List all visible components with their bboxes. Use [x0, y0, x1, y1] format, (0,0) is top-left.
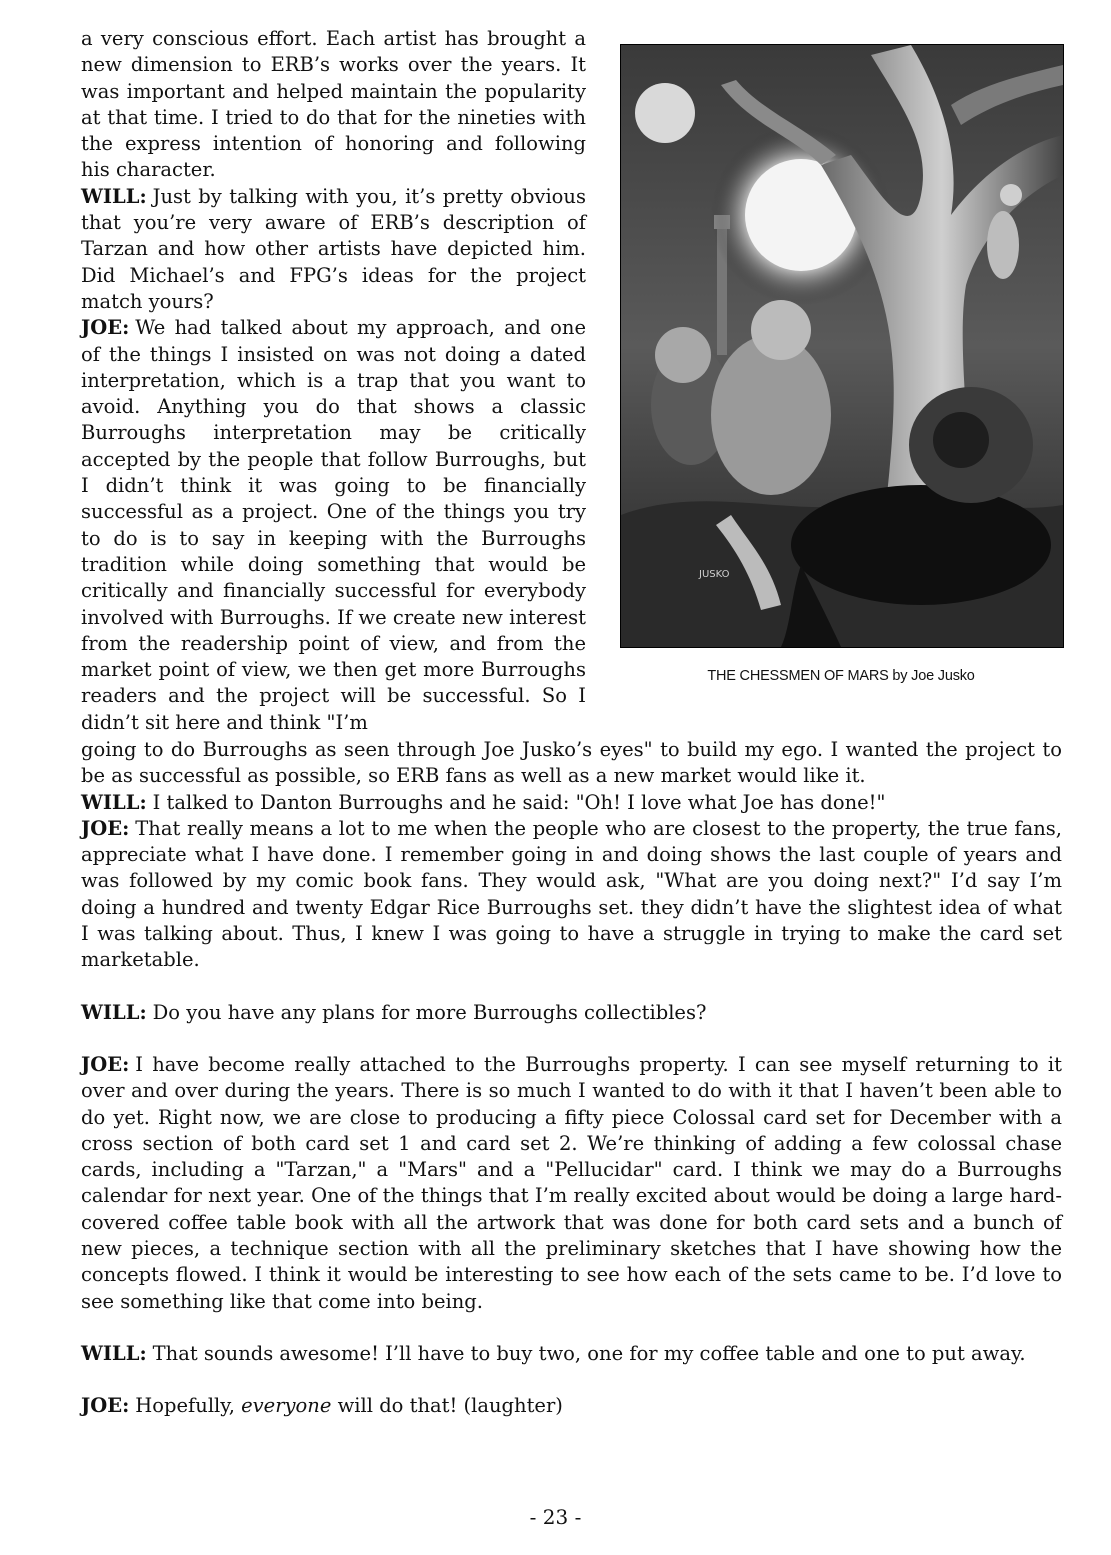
paragraph: WILL: I talked to Danton Burroughs and he said: "Oh! I love what Joe has done!": [81, 790, 886, 814]
paragraph: WILL: Just by talking with you, it’s pretty obvious that you’re very aware of ERB’s description of Tarzan and how other artists have depicted him. Did Michael’s and FPG’s ideas for the project match yours?: [81, 184, 586, 313]
paragraph: JOE: Hopefully, everyone will do that! (laughter): [81, 1394, 563, 1418]
paragraph: going to do Burroughs as seen through Joe Jusko’s eyes" to build my ego. I wanted the project to be as successful as possible, so ERB fans as well as a new market would like it.: [81, 738, 1062, 788]
paragraph: JOE: We had talked about my approach, and one of the things I insisted on was not doing a dated interpretation, which is a trap that you want to avoid. Anything you do that shows a classic Burroughs interpretation may be critically accepted by the people that follow Burroughs, but I didn’t think it was going to be financially successful as a project. One of the things you try to do is to say in keeping with the Burroughs tradition while doing something that would be critically and financially successful for everybody involved with Burroughs. If we create new interest from the readership point of view, and from the market point of view, we then get more Burroughs readers and the project will be successful. So I didn’t sit here and think "I’m: [81, 316, 586, 734]
figure-in-tree: [987, 211, 1019, 279]
artist-signature: JUSKO: [699, 569, 730, 580]
lion-foreground: [791, 485, 1051, 605]
paragraph: WILL: Do you have any plans for more Burroughs collectibles?: [81, 1000, 707, 1024]
paragraph: JOE: I have become really attached to the Burroughs property. I can see myself returning to it over and over during the years. There is so much I wanted to do with it that I haven’t been able to do yet. Right now, we are close to producing a fifty piece Colossal card set for December with a cross section of both card set 1 and card set 2. We’re thinking of adding a few colossal chase cards, including a "Tarzan," a "Mars" and a "Pellucidar" card. I think we may do a Burroughs calendar for next year. One of the things that I’m really excited about would be doing a large hard-covered coffee table book with all the artwork that was done for both card sets and a bunch of new pieces, a technique section with all the preliminary sketches that I have showing how the concepts flowed. I think it would be interesting to see how each of the sets came to be. I’d love to see something like that come into being.: [81, 1052, 1062, 1313]
speaker-label: JOE:: [81, 816, 130, 840]
creature-center: [711, 335, 831, 495]
column-text: [81, 26, 586, 736]
full-width-text: [81, 737, 1062, 1420]
speaker-label: WILL:: [81, 184, 147, 208]
speaker-label: WILL:: [81, 790, 147, 814]
paragraph: JOE: That really means a lot to me when the people who are closest to the property, the true fans, appreciate what I have done. I remember going in and doing shows the last couple of years and was followed by my comic book fans. They would ask, "What are you doing next?" I’d say I’m doing a hundred and twenty Edgar Rice Burroughs set. they didn’t have the slightest idea of what I was talking about. Thus, I knew I was going to have a struggle in trying to make the card set marketable.: [81, 816, 1062, 972]
small-moon: [635, 83, 695, 143]
illustration: [620, 44, 1064, 648]
speaker-label: JOE:: [81, 1394, 130, 1418]
speaker-label: WILL:: [81, 1341, 147, 1365]
figure-caption: THE CHESSMEN OF MARS by Joe Jusko: [707, 668, 975, 684]
page-number: - 23 -: [529, 1505, 582, 1529]
speaker-label: WILL:: [81, 1000, 147, 1024]
speaker-label: JOE:: [81, 1052, 130, 1076]
illustration-artwork: [621, 45, 1063, 647]
speaker-label: JOE:: [81, 316, 130, 340]
paragraph: WILL: That sounds awesome! I’ll have to buy two, one for my coffee table and one to put away.: [81, 1341, 1026, 1365]
paragraph: a very conscious effort. Each artist has brought a new dimension to ERB’s works over the years. It was important and helped maintain the popularity at that time. I tried to do that for the nineties with the express intention of honoring and following his character.: [81, 27, 586, 182]
